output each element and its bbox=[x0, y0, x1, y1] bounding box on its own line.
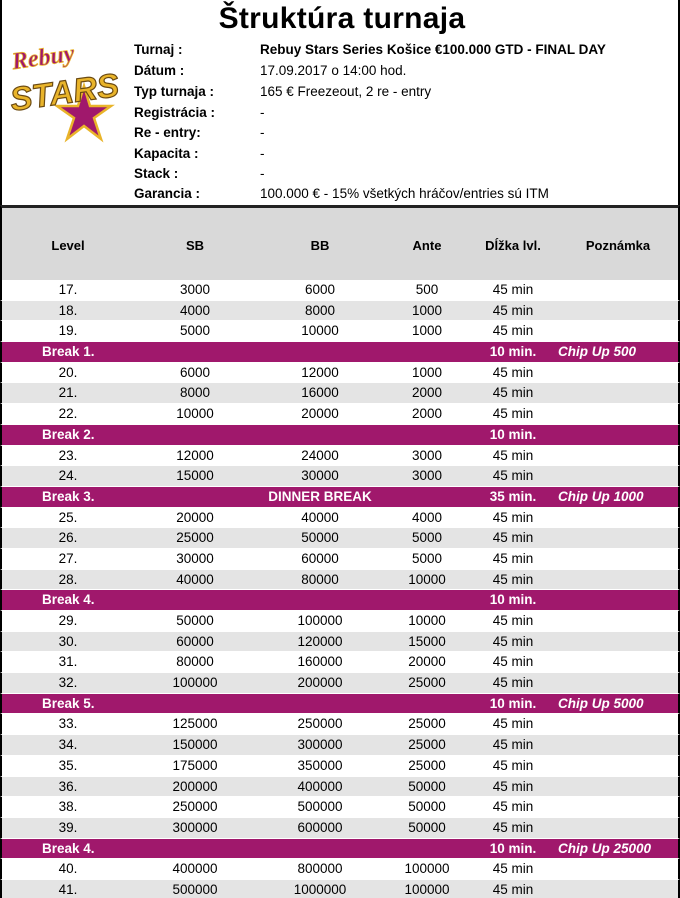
level-length: 45 min bbox=[492, 323, 534, 339]
level-length: 45 min bbox=[492, 385, 534, 401]
level-row bbox=[0, 321, 680, 342]
small-blind: 250000 bbox=[172, 799, 218, 815]
break-length: 10 min. bbox=[489, 592, 537, 608]
big-blind: 16000 bbox=[301, 385, 339, 401]
level-row bbox=[0, 363, 680, 384]
level-row bbox=[0, 673, 680, 694]
info-value: - bbox=[260, 105, 265, 120]
info-value: - bbox=[260, 166, 265, 181]
level-row bbox=[0, 818, 680, 839]
level-number: 38. bbox=[58, 799, 78, 815]
break-note: Chip Up 500 bbox=[558, 344, 637, 360]
big-blind: 500000 bbox=[297, 799, 343, 815]
info-value: - bbox=[260, 146, 265, 161]
info-label: Registrácia : bbox=[134, 105, 216, 120]
level-number: 24. bbox=[58, 468, 78, 484]
ante: 1000 bbox=[411, 302, 443, 318]
break-length: 10 min. bbox=[489, 426, 537, 442]
level-length: 45 min bbox=[492, 530, 534, 546]
level-row bbox=[0, 714, 680, 735]
level-length: 45 min bbox=[492, 737, 534, 753]
col-sb: SB bbox=[185, 238, 205, 253]
ante: 3000 bbox=[411, 447, 443, 463]
big-blind: 20000 bbox=[301, 406, 339, 422]
level-row bbox=[0, 632, 680, 653]
level-row bbox=[0, 446, 680, 467]
level-number: 27. bbox=[58, 550, 78, 566]
level-length: 45 min bbox=[492, 302, 534, 318]
level-row bbox=[0, 383, 680, 404]
ante: 2000 bbox=[411, 406, 443, 422]
info-value: 17.09.2017 o 14:00 hod. bbox=[260, 63, 407, 78]
small-blind: 25000 bbox=[176, 530, 214, 546]
level-row bbox=[0, 756, 680, 777]
level-length: 45 min bbox=[492, 881, 534, 897]
ante: 2000 bbox=[411, 385, 443, 401]
level-length: 45 min bbox=[492, 613, 534, 628]
break-note: Chip Up 1000 bbox=[558, 488, 644, 504]
level-row bbox=[0, 652, 680, 673]
col-length: Dĺžka lvl. bbox=[485, 238, 541, 253]
small-blind: 20000 bbox=[176, 509, 214, 525]
info-label: Garancia : bbox=[134, 186, 201, 201]
big-blind: 400000 bbox=[297, 778, 343, 794]
level-number: 29. bbox=[58, 613, 78, 628]
big-blind: 40000 bbox=[301, 509, 339, 525]
level-number: 31. bbox=[58, 654, 78, 670]
small-blind: 6000 bbox=[179, 364, 211, 380]
level-length: 45 min bbox=[492, 757, 534, 773]
level-number: 36. bbox=[58, 778, 78, 794]
level-row bbox=[0, 549, 680, 570]
big-blind: 8000 bbox=[304, 302, 336, 318]
small-blind: 400000 bbox=[172, 861, 218, 877]
ante: 25000 bbox=[408, 757, 446, 773]
tournament-header bbox=[0, 0, 680, 205]
level-length: 45 min bbox=[492, 675, 534, 691]
level-number: 23. bbox=[58, 447, 78, 463]
info-label: Stack : bbox=[134, 166, 179, 181]
small-blind: 150000 bbox=[172, 737, 218, 753]
small-blind: 500000 bbox=[172, 881, 218, 897]
ante: 100000 bbox=[404, 861, 450, 877]
col-note: Poznámka bbox=[585, 238, 651, 253]
level-length: 45 min bbox=[492, 282, 534, 297]
level-number: 17. bbox=[58, 282, 78, 297]
info-label: Dátum : bbox=[134, 63, 185, 78]
ante: 25000 bbox=[408, 716, 446, 732]
level-length: 45 min bbox=[492, 447, 534, 463]
level-number: 25. bbox=[58, 509, 78, 525]
level-number: 41. bbox=[58, 881, 78, 897]
big-blind: 24000 bbox=[301, 447, 339, 463]
level-row bbox=[0, 404, 680, 425]
info-label: Turnaj : bbox=[134, 42, 183, 57]
big-blind: 160000 bbox=[297, 654, 343, 670]
big-blind: 10000 bbox=[301, 323, 339, 339]
ante: 15000 bbox=[408, 633, 446, 649]
small-blind: 10000 bbox=[176, 406, 214, 422]
info-value: 100.000 € - 15% všetkých hráčov/entries sú ITM bbox=[260, 186, 549, 201]
ante: 20000 bbox=[408, 654, 446, 670]
info-value: 165 € Freezeout, 2 re - entry bbox=[260, 84, 432, 99]
big-blind: 6000 bbox=[304, 282, 336, 297]
break-label: Break 4. bbox=[42, 592, 95, 608]
info-label: Kapacita : bbox=[134, 146, 199, 161]
big-blind: 60000 bbox=[301, 550, 339, 566]
big-blind: 800000 bbox=[297, 861, 343, 877]
big-blind: 350000 bbox=[297, 757, 343, 773]
big-blind: 12000 bbox=[301, 364, 339, 380]
level-row bbox=[0, 466, 680, 487]
ante: 1000 bbox=[411, 323, 443, 339]
level-row bbox=[0, 797, 680, 818]
level-row bbox=[0, 301, 680, 322]
big-blind: 300000 bbox=[297, 737, 343, 753]
big-blind: 50000 bbox=[301, 530, 339, 546]
ante: 500 bbox=[415, 282, 439, 297]
break-length: 10 min. bbox=[489, 695, 537, 711]
level-length: 45 min bbox=[492, 509, 534, 525]
small-blind: 125000 bbox=[172, 716, 218, 732]
ante: 25000 bbox=[408, 737, 446, 753]
level-number: 28. bbox=[58, 571, 78, 587]
big-blind: 120000 bbox=[297, 633, 343, 649]
break-description: DINNER BREAK bbox=[268, 488, 372, 504]
level-number: 39. bbox=[58, 819, 78, 835]
ante: 50000 bbox=[408, 778, 446, 794]
level-number: 20. bbox=[58, 364, 78, 380]
break-length: 35 min. bbox=[489, 488, 537, 504]
break-length: 10 min. bbox=[489, 344, 537, 360]
level-length: 45 min bbox=[492, 716, 534, 732]
level-length: 45 min bbox=[492, 654, 534, 670]
level-number: 33. bbox=[58, 716, 78, 732]
break-row bbox=[0, 694, 680, 715]
break-note: Chip Up 25000 bbox=[558, 840, 652, 856]
big-blind: 100000 bbox=[297, 613, 343, 628]
small-blind: 100000 bbox=[172, 675, 218, 691]
level-number: 34. bbox=[58, 737, 78, 753]
break-label: Break 1. bbox=[42, 344, 95, 360]
level-number: 18. bbox=[58, 302, 78, 318]
logo-line2: STARS bbox=[7, 65, 122, 118]
break-label: Break 5. bbox=[42, 695, 95, 711]
ante: 5000 bbox=[411, 530, 443, 546]
break-row bbox=[0, 342, 680, 363]
level-number: 21. bbox=[58, 385, 78, 401]
ante: 5000 bbox=[411, 550, 443, 566]
level-length: 45 min bbox=[492, 406, 534, 422]
rebuy-stars-logo bbox=[6, 40, 124, 144]
break-label: Break 3. bbox=[42, 488, 95, 504]
level-number: 30. bbox=[58, 633, 78, 649]
break-row bbox=[0, 425, 680, 446]
level-row bbox=[0, 611, 680, 632]
small-blind: 30000 bbox=[176, 550, 214, 566]
level-row bbox=[0, 280, 680, 301]
small-blind: 175000 bbox=[172, 757, 218, 773]
structure-table bbox=[0, 280, 680, 898]
ante: 50000 bbox=[408, 799, 446, 815]
small-blind: 300000 bbox=[172, 819, 218, 835]
break-row bbox=[0, 487, 680, 508]
level-row bbox=[0, 570, 680, 591]
break-row bbox=[0, 590, 680, 611]
level-length: 45 min bbox=[492, 571, 534, 587]
big-blind: 30000 bbox=[301, 468, 339, 484]
break-row bbox=[0, 839, 680, 860]
level-length: 45 min bbox=[492, 778, 534, 794]
level-length: 45 min bbox=[492, 861, 534, 877]
level-row bbox=[0, 735, 680, 756]
break-length: 10 min. bbox=[489, 840, 537, 856]
level-row bbox=[0, 508, 680, 529]
level-number: 32. bbox=[58, 675, 78, 691]
ante: 4000 bbox=[411, 509, 443, 525]
level-row bbox=[0, 880, 680, 898]
small-blind: 12000 bbox=[176, 447, 214, 463]
level-length: 45 min bbox=[492, 633, 534, 649]
level-number: 35. bbox=[58, 757, 78, 773]
small-blind: 4000 bbox=[179, 302, 211, 318]
small-blind: 80000 bbox=[176, 654, 214, 670]
col-bb: BB bbox=[310, 238, 330, 253]
small-blind: 5000 bbox=[179, 323, 211, 339]
col-level: Level bbox=[51, 238, 85, 253]
small-blind: 50000 bbox=[176, 613, 214, 628]
level-length: 45 min bbox=[492, 468, 534, 484]
big-blind: 200000 bbox=[297, 675, 343, 691]
ante: 50000 bbox=[408, 819, 446, 835]
break-label: Break 2. bbox=[42, 426, 95, 442]
level-length: 45 min bbox=[492, 819, 534, 835]
break-label: Break 4. bbox=[42, 840, 95, 856]
big-blind: 600000 bbox=[297, 819, 343, 835]
small-blind: 15000 bbox=[176, 468, 214, 484]
level-length: 45 min bbox=[492, 799, 534, 815]
ante: 10000 bbox=[408, 571, 446, 587]
ante: 100000 bbox=[404, 881, 450, 897]
level-row bbox=[0, 859, 680, 880]
level-number: 19. bbox=[58, 323, 78, 339]
info-label: Typ turnaja : bbox=[134, 84, 215, 99]
small-blind: 8000 bbox=[179, 385, 211, 401]
ante: 25000 bbox=[408, 675, 446, 691]
break-note: Chip Up 5000 bbox=[558, 695, 644, 711]
small-blind: 40000 bbox=[176, 571, 214, 587]
ante: 3000 bbox=[411, 468, 443, 484]
col-ante: Ante bbox=[412, 238, 442, 253]
small-blind: 3000 bbox=[179, 282, 211, 297]
big-blind: 1000000 bbox=[293, 881, 347, 897]
logo-line1: Rebuy bbox=[10, 40, 76, 76]
level-length: 45 min bbox=[492, 364, 534, 380]
small-blind: 60000 bbox=[176, 633, 214, 649]
level-length: 45 min bbox=[492, 550, 534, 566]
info-value: - bbox=[260, 125, 265, 140]
level-number: 40. bbox=[58, 861, 78, 877]
level-number: 22. bbox=[58, 406, 78, 422]
table-header bbox=[0, 205, 680, 280]
ante: 10000 bbox=[408, 613, 446, 628]
level-row bbox=[0, 528, 680, 549]
big-blind: 250000 bbox=[297, 716, 343, 732]
small-blind: 200000 bbox=[172, 778, 218, 794]
info-label: Re - entry: bbox=[134, 125, 201, 140]
big-blind: 80000 bbox=[301, 571, 339, 587]
page-title: Štruktúra turnaja bbox=[218, 2, 466, 35]
level-row bbox=[0, 777, 680, 798]
info-value: Rebuy Stars Series Košice €100.000 GTD - FINAL DAY bbox=[260, 42, 606, 57]
ante: 1000 bbox=[411, 364, 443, 380]
level-number: 26. bbox=[58, 530, 78, 546]
